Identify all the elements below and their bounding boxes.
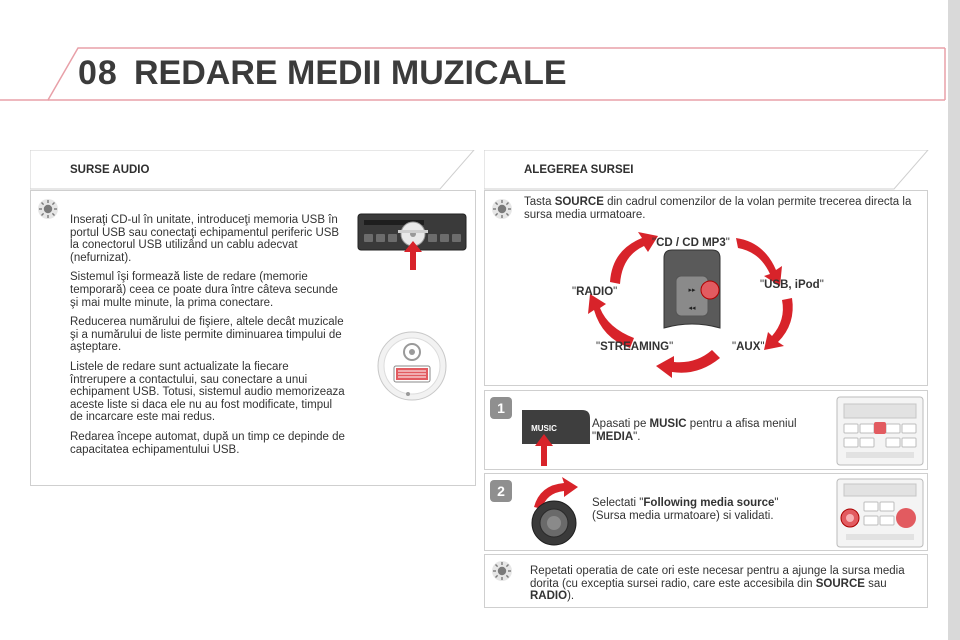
radio-panel-knob-illustration	[836, 478, 924, 548]
step-2-following: Following media source	[643, 497, 775, 509]
rotary-knob-illustration	[526, 477, 586, 547]
paragraph-update: Listele de redare sunt actualizate la fiecare întrerupere a contactului, sau conectare a unui echipament USB. Totusi, sistemul audio memorizeaza aceste liste si daca ele nu au fost modificate, timpul de incarcare este mai redus.	[70, 360, 345, 424]
left-section-title: SURSE AUDIO	[70, 164, 150, 176]
source-intro-text	[524, 196, 916, 221]
step-1-media: MEDIA	[596, 430, 634, 443]
intro-post: din cadrul comenzilor de la volan permite trecerea directa la sursa media urmatoare.	[524, 196, 912, 221]
usb-label: USB, iPod	[764, 279, 820, 291]
note-pre: Repetati operatia de cate ori este necesar pentru a ajunge la sursa media dorita (cu exceptia sursei radio, care este accesibila din	[530, 565, 905, 590]
step-1-music: MUSIC	[649, 418, 687, 430]
cycle-arrow-icon	[588, 294, 634, 348]
paragraph-playlists: Sistemul îşi formează liste de redare (memorie temporară) ceea ce poate dura între câteva secunde şi mai multe minute, la prima conectare.	[70, 271, 338, 309]
cycle-label-streaming: "STREAMING"	[596, 341, 674, 353]
step-2-post: "	[774, 497, 779, 509]
step-2-pre: Selectati "	[592, 497, 644, 509]
step-1-post: ".	[633, 430, 641, 443]
intro-pre: Tasta	[524, 196, 555, 208]
step-1-mid: pentru a afisa meniul "	[592, 418, 797, 443]
svg-text:◂◂: ◂◂	[688, 305, 696, 312]
radio-panel-illustration	[836, 396, 924, 466]
source-cycle-diagram	[580, 228, 810, 378]
aux-label: AUX	[736, 341, 761, 353]
lightbulb-icon	[491, 560, 513, 582]
radio-label: RADIO	[576, 286, 614, 298]
cycle-arrow-icon	[610, 232, 658, 284]
music-button-illustration	[520, 404, 590, 466]
page-title: REDARE MEDII MUZICALE	[134, 54, 567, 92]
note-post: ).	[567, 590, 575, 603]
lightbulb-icon	[491, 198, 513, 220]
cycle-arrow-icon	[764, 298, 793, 350]
lightbulb-icon	[37, 198, 59, 220]
step-2-text	[592, 497, 828, 522]
cycle-label-radio: "RADIO"	[572, 286, 618, 298]
intro-source-key: SOURCE	[554, 196, 604, 208]
step-1-pre: Apasati pe	[592, 418, 650, 430]
step-2-number: 2	[497, 483, 505, 499]
note-mid: sau	[864, 577, 887, 590]
usb-port-illustration	[376, 330, 448, 402]
paragraph-insert: Inseraţi CD-ul în unitate, introduceţi memoria USB în portul USB sau conectaţi echipamentul periferic USB la conectorul USB utilizând un cablu adecvat (nefurnizat).	[70, 214, 340, 264]
paragraph-reduce: Reducerea numărului de fişiere, altele decât muzicale şi a numărului de liste permite diminuarea timpului de aşteptare.	[70, 316, 344, 354]
cycle-arrow-icon	[656, 350, 720, 378]
svg-text:▸▸: ▸▸	[688, 287, 696, 294]
audio-sources-text	[70, 214, 345, 463]
cycle-label-cd: "CD / CD MP3"	[652, 237, 730, 249]
step-2-badge	[489, 479, 513, 503]
streaming-label: STREAMING	[600, 341, 670, 353]
right-section-title: ALEGEREA SURSEI	[524, 164, 634, 176]
step-1-badge	[489, 396, 513, 420]
cd-label: CD / CD MP3	[656, 237, 726, 249]
step-1-number: 1	[497, 400, 505, 416]
page-edge-strip	[948, 0, 960, 640]
note-source: SOURCE	[815, 577, 865, 590]
note-radio: RADIO	[530, 590, 568, 603]
step-1-text	[592, 418, 828, 443]
cycle-label-aux: "AUX"	[732, 341, 765, 353]
note-text	[530, 565, 922, 603]
head-unit-illustration	[356, 208, 468, 278]
paragraph-autoplay: Redarea începe automat, după un timp ce depinde de capacitatea echipamentului USB.	[70, 430, 345, 456]
cycle-label-usb: "USB, iPod"	[760, 279, 824, 291]
step-2-line2: (Sursa media urmatoare) si validati.	[592, 509, 774, 522]
music-button-label: MUSIC	[531, 424, 557, 433]
chapter-number: 08	[78, 54, 118, 92]
